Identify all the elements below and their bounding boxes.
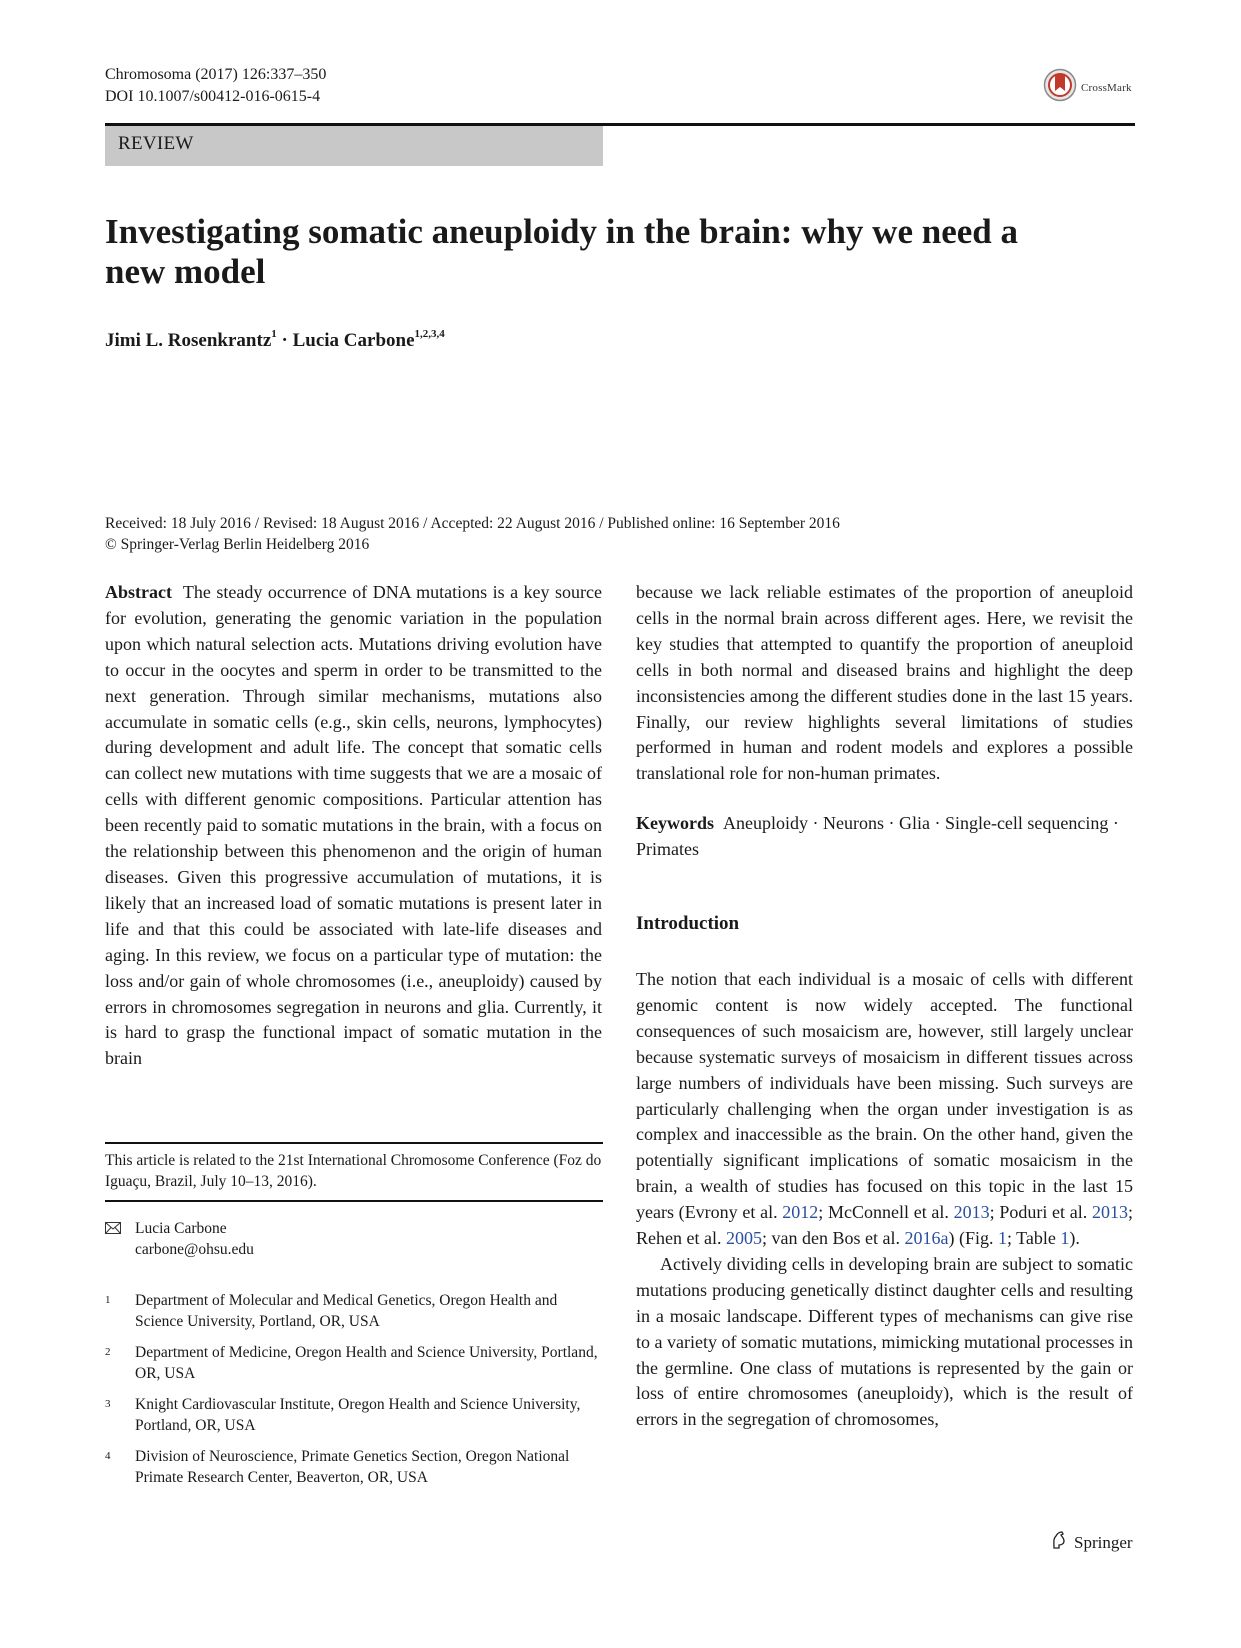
author-affil-marker: 1 <box>271 328 277 340</box>
citation-separator: ; <box>818 1202 829 1223</box>
article-type-band: REVIEW <box>105 126 603 166</box>
citation: van den Bos et al. <box>771 1228 905 1249</box>
author-affil-marker: 1,2,3,4 <box>414 328 445 340</box>
abstract-continuation: because we lack reliable estimates of the proportion of aneuploid cells in the normal brain across different ages. Here, we revisit the key studies that attempted to quantify the proportion of aneuploid cells in both normal and diseased brains and highlight the deep inconsistencies among the different studies done in the last 15 years. Finally, our review highlights several limitations of studies performed in human and rodent models and explores a possible translational role for non-human primates. <box>636 582 1133 784</box>
keywords-heading: Keywords <box>636 813 714 834</box>
publisher-logo[interactable] <box>1050 1530 1133 1555</box>
abstract-paragraph <box>105 580 602 1072</box>
section-heading-introduction: Introduction <box>636 913 740 935</box>
journal-meta <box>105 64 326 108</box>
correspondence <box>105 1218 254 1260</box>
journal-citation: Chromosoma (2017) 126:337–350 <box>105 66 327 83</box>
crossmark-label: CrossMark <box>1081 81 1132 94</box>
affiliation-number: 2 <box>105 1346 111 1358</box>
citation-link[interactable]: 2016a <box>904 1228 949 1249</box>
abstract-left-column <box>105 580 602 1072</box>
keywords-text: Aneuploidy · Neurons · Glia · Single-cell sequencing · Primates <box>636 813 1119 860</box>
citation-link[interactable]: 2013 <box>953 1202 990 1223</box>
affiliation-item <box>105 1446 603 1488</box>
doi[interactable]: DOI 10.1007/s00412-016-0615-4 <box>105 88 321 105</box>
citation: McConnell et al. <box>828 1202 954 1223</box>
intro-text: The notion that each individual is a mosaic of cells with different genomic content is now widely accepted. The functional consequences of such mosaicism are, however, still largely unclear because systematic surveys of mosaicism in different tissues across large numbers of individuals have been missing. Such surveys are particularly challenging when the organ under investigation is as complex and inaccessible as the brain. On the other hand, given the potentially significant implications of somatic mosaicism in the brain, a wealth of studies has focused on this topic in the last 15 years ( <box>636 968 1133 1223</box>
history-line: Received: 18 July 2016 / Revised: 18 August 2016 / Accepted: 22 August 2016 / Published online: 16 September 2016 <box>105 515 840 532</box>
affiliations <box>105 1290 603 1498</box>
crossmark-badge[interactable] <box>1043 68 1132 107</box>
crossmark-icon <box>1043 68 1077 107</box>
affiliation-number: 4 <box>105 1450 111 1462</box>
affiliation-text: Department of Molecular and Medical Genetics, Oregon Health and Science University, Portland, OR, USA <box>135 1292 558 1330</box>
citation: Poduri et al. <box>999 1202 1092 1223</box>
corresponding-email[interactable]: carbone@ohsu.edu <box>135 1241 254 1258</box>
intro-text: ; Table <box>1006 1228 1061 1249</box>
figure-link[interactable]: 1 <box>997 1228 1007 1249</box>
citation-link[interactable]: 2012 <box>782 1202 819 1223</box>
affiliation-text: Knight Cardiovascular Institute, Oregon Health and Science University, Portland, OR, USA <box>135 1396 581 1434</box>
keywords <box>636 811 1133 863</box>
affiliation-text: Department of Medicine, Oregon Health and Science University, Portland, OR, USA <box>135 1344 598 1382</box>
citation-link[interactable]: 2005 <box>725 1228 762 1249</box>
corresponding-author: Lucia Carbone <box>135 1220 227 1237</box>
citation-separator: ; <box>1127 1202 1133 1223</box>
right-column <box>636 580 1133 1433</box>
citation-separator: ; <box>761 1228 772 1249</box>
intro-paragraph-1 <box>636 967 1133 1252</box>
affiliation-item <box>105 1342 603 1384</box>
conference-footnote: This article is related to the 21st International Chromosome Conference (Foz do Iguaçu, Brazil, July 10–13, 2016). <box>105 1152 602 1190</box>
author-name[interactable]: Lucia Carbone <box>292 330 415 351</box>
affiliation-item <box>105 1394 603 1436</box>
envelope-icon <box>105 1218 121 1260</box>
intro-paragraph-2: Actively dividing cells in developing brain are subject to somatic mutations producing genetically distinct daughter cells and resulting in a mosaic landscape. Different types of mechanisms can give rise to a variety of somatic mutations, mimicking mutational processes in the germline. One class of mutations is represented by the gain or loss of entire chromosomes (aneuploidy), which is the result of errors in the segregation of chromosomes, <box>636 1253 1133 1430</box>
author-name[interactable]: Jimi L. Rosenkrantz <box>105 330 272 351</box>
abstract-heading: Abstract <box>105 582 172 602</box>
springer-horse-icon <box>1050 1530 1068 1555</box>
intro-text: ). <box>1069 1228 1080 1249</box>
affiliation-number: 3 <box>105 1398 111 1410</box>
affiliation-number: 1 <box>105 1294 111 1306</box>
author-separator: · <box>281 330 288 351</box>
table-link[interactable]: 1 <box>1060 1228 1070 1249</box>
citation-link[interactable]: 2013 <box>1091 1202 1128 1223</box>
affiliation-text: Division of Neuroscience, Primate Genetics Section, Oregon National Primate Research Center, Beaverton, OR, USA <box>135 1448 570 1486</box>
citation: Evrony et al. <box>684 1202 783 1223</box>
citation-separator: ) (Fig. <box>948 1228 998 1249</box>
publisher-name: Springer <box>1074 1532 1133 1552</box>
footnote-rule <box>105 1142 603 1144</box>
author-list <box>105 330 445 352</box>
affiliation-item <box>105 1290 603 1332</box>
article-title: Investigating somatic aneuploidy in the brain: why we need a new model <box>105 212 1018 291</box>
citation-separator: ; <box>989 1202 1000 1223</box>
footnote-rule <box>105 1200 603 1202</box>
abstract-text: The steady occurrence of DNA mutations is a key source for evolution, generating the genomic variation in the population upon which natural selection acts. Mutations driving evolution have to occur in the oocytes and sperm in order to be transmitted to the next generation. Through similar mechanisms, mutations also accumulate in somatic cells (e.g., skin cells, neurons, lymphocytes) during development and adult life. The concept that somatic cells can collect new mutations with time suggests that we are a mosaic of cells with different genomic compositions. Particular attention has been recently paid to somatic mutations in the brain, with a focus on the relationship between this phenomenon and the origin of human diseases. Given this progressive accumulation of mutations, it is likely that an increased load of somatic mutations is present later in life and that this could be associated with late-life diseases and aging. In this review, we focus on a particular type of mutation: the loss and/or gain of whole chromosomes (i.e., aneuploidy) caused by errors in chromosomes segregation in neurons and glia. Currently, it is hard to grasp the functional impact of somatic mutation in the brain <box>105 582 602 1069</box>
citation: Rehen et al. <box>636 1228 726 1249</box>
copyright-line: © Springer-Verlag Berlin Heidelberg 2016 <box>105 536 370 553</box>
publication-dates <box>105 513 840 555</box>
